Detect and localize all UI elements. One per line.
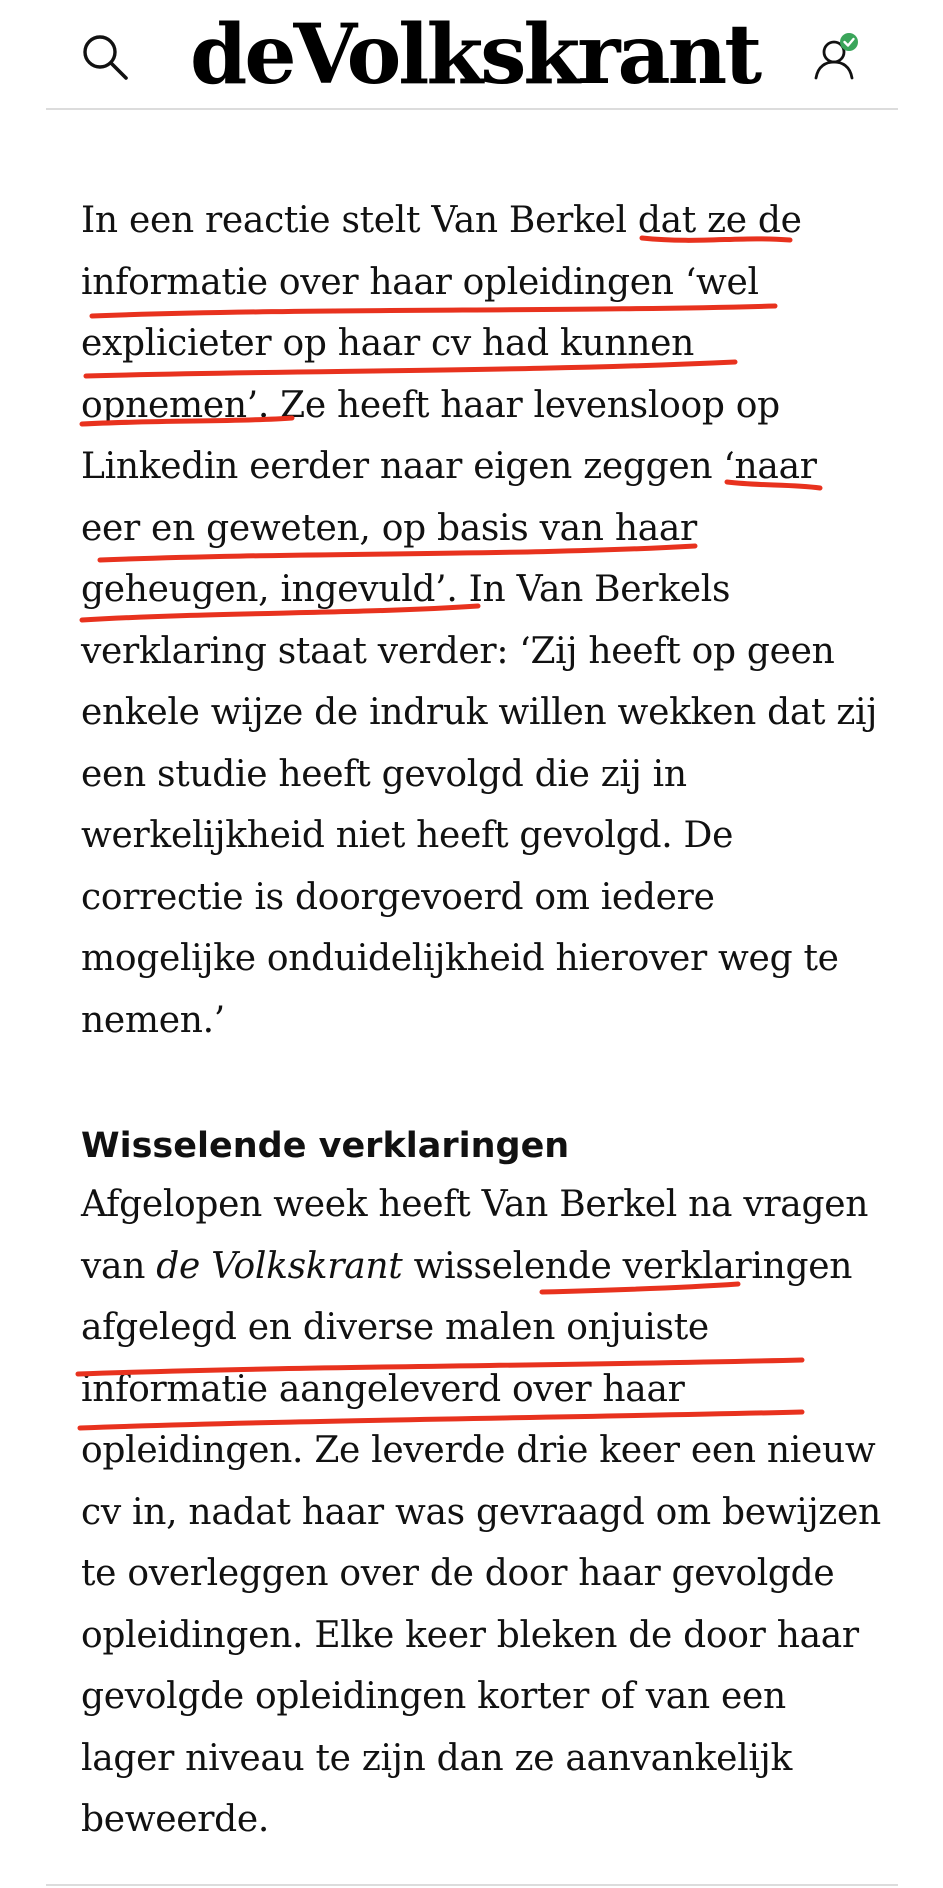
search-button[interactable] [80,32,130,82]
footer-divider [46,1884,898,1886]
article-paragraph [81,1174,881,1851]
site-logo[interactable]: deVolkskrant [190,7,760,103]
article-body [81,190,881,1851]
article-paragraph [81,190,881,1051]
paragraph-text: In een reactie stelt Van Berkel [81,200,638,241]
paragraph-text: haar opleidingen. Ze leverde drie keer een nieuw cv in, nadat haar was gevraagd om bewijzen te overleggen over de door haar gevolgde opleidingen. Elke keer bleken de door haar gevolgde opleidingen korter of van een lager niveau te zijn dan ze aanvankelijk beweerde. [81,1368,881,1840]
highlighted-quote: dat ze de informatie over haar opleidingen ‘wel explicieter op haar cv had kunnen opnemen’ [81,200,802,426]
paragraph-text: Afgelopen week heeft Van Berkel na vragen van [81,1184,869,1287]
paragraph-text: . Ze heeft haar levensloop op Linkedin eerder naar eigen zeggen [81,384,780,487]
account-button[interactable] [812,32,868,88]
highlighted-quote: ‘naar eer en geweten, op basis van haar geheugen, ingevuld’ [81,446,817,610]
site-header [0,0,943,110]
publication-name: de Volkskrant [156,1245,403,1287]
search-icon [80,32,130,82]
header-divider [46,108,898,110]
section-subheading: Wisselende verklaringen [81,1126,570,1166]
highlighted-quote: wisselende verklaringen afgelegd en diverse malen onjuiste informatie aangeleverd over [81,1245,853,1410]
paragraph-text [402,1246,413,1287]
paragraph-text: . In Van Berkels verklaring staat verder: ‘Zij heeft op geen enkele wijze de indruk willen wekken dat zij een studie heeft gevolgd die zij in werkelijkheid niet heeft gevolgd. De correctie is doorgevoerd om iedere mogelijke onduidelijkheid hierover weg te nemen.’ [81,569,878,1041]
user-verified-icon [812,32,868,88]
